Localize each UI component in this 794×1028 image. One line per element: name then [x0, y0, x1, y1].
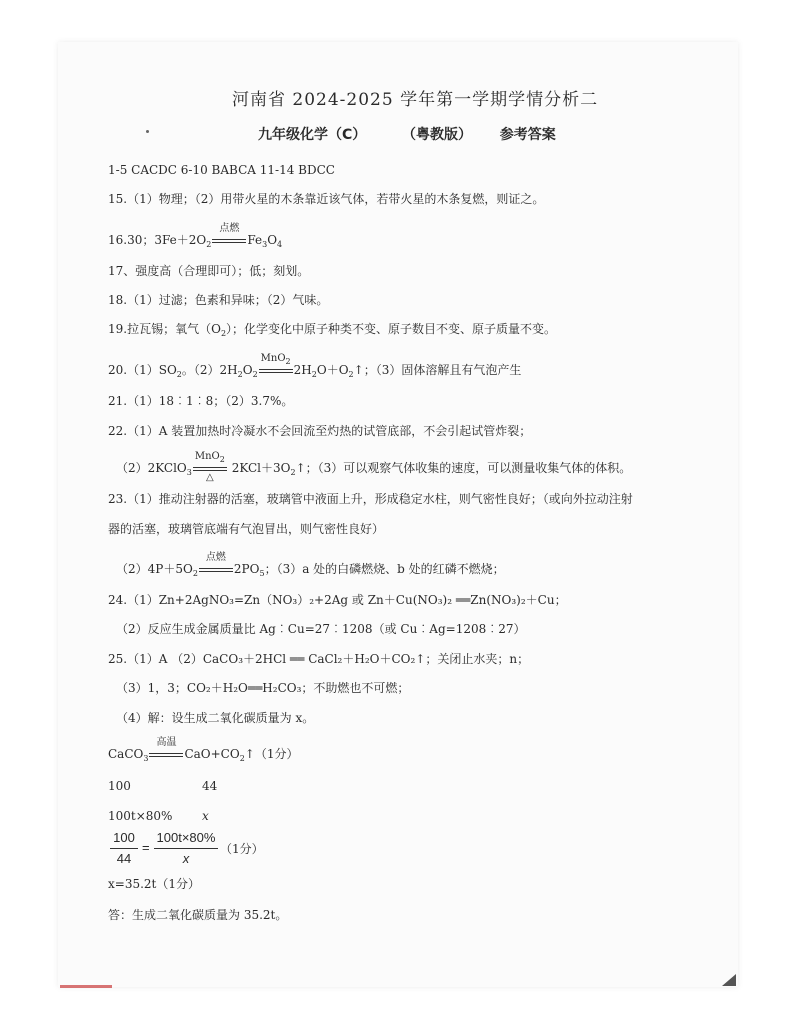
q23-part1-cont: 器的活塞，玻璃管底端有气泡冒出，则气密性良好） [108, 522, 385, 536]
reaction-condition: MnO$_2$ [259, 362, 293, 378]
q22-part1: 22.（1）A 装置加热时冷凝水不会回流至灼热的试管底部，不会引起试管炸裂； [108, 424, 532, 438]
q23-part1: 23.（1）推动注射器的活塞，玻璃管中液面上升，形成稳定水柱，则气密性良好；（或向外拉动注射 [108, 492, 633, 506]
edition-label: （粤教版） [402, 127, 473, 143]
molar-mass-caco3: 100 [108, 779, 131, 793]
q19-answer: 19.拉瓦锡；氧气$(O_2)$；化学变化中原子种类不变、原子数目不变、原子质量不变。 [108, 322, 557, 338]
q16-answer: 16.30；$3Fe+2O_2$ 点燃 $Fe_3O_4$ [108, 223, 283, 249]
q25-part4: （4）解：设生成二氧化碳质量为 x。 [116, 711, 315, 725]
q25-part1: 25.（1）A （2）CaCO₃＋2HCl ══ CaCl₂＋H₂O＋CO₂↑；关闭止水夹；n； [108, 652, 530, 666]
reaction-condition: MnO$_2$ △ [193, 460, 227, 476]
x-value: x=35.2t（1分） [108, 877, 200, 891]
q18-answer: 18.（1）过滤；色素和异味；（2）气味。 [108, 293, 329, 307]
grade-label: 九年级化学（C） [258, 127, 367, 143]
q24-part1: 24.（1）Zn+2AgNO₃=Zn（NO₃）₂+2Ag 或 Zn＋Cu(NO₃)₂ ══Zn(NO₃)₂＋Cu； [108, 593, 567, 607]
calc-equation: CaCO$_3$ 高温 $CaO+CO_2↑(1$分） [108, 737, 299, 763]
mass-caco3: 100t×80% [108, 809, 173, 823]
reaction-condition: 点燃 [199, 561, 233, 577]
q20-answer: $20.(1)SO_2$。$(2)2H_2O_2$ MnO$_2$ $2H_2O+O_2↑$；（3）固体溶解且有气泡产生 [108, 353, 522, 379]
fraction-right-denominator: x [182, 851, 190, 866]
reaction-condition: 高温 [149, 746, 183, 762]
answer-key-label: 参考答案 [499, 127, 556, 143]
fraction-right-numerator: 100t×80% [156, 830, 216, 845]
subtitle [258, 127, 556, 143]
q22-part2: （2）2KClO$_3$ MnO$_2$ △ $2KCl+3O_2↑$；（3）可以观察气体收集的速度，可以测量收集气体的体积。 [116, 451, 632, 483]
q25-part3: （3）1，3；CO₂＋H₂O══H₂CO₃；不助燃也不可燃； [116, 681, 410, 695]
q15-answer: 15.（1）物理；（2）用带火星的木条靠近该气体，若带火星的木条复燃，则证之。 [108, 192, 545, 206]
page-title: 河南省 2024-2025 学年第一学期学情分析二 [232, 90, 599, 110]
q24-part2: （2）反应生成金属质量比 Ag︰Cu=27︰1208（或 Cu︰Ag=1208︰27） [116, 622, 526, 636]
equals-sign: = [142, 840, 150, 855]
choice-answers: 1-5 CACDC 6-10 BABCA 11-14 BDCC [108, 163, 335, 177]
fraction-left-denominator: 44 [116, 851, 132, 866]
mass-co2-variable: x [202, 809, 209, 823]
q21-answer: 21.（1）18︰1︰8；（2）3.7%。 [108, 394, 294, 408]
scan-edge-mark [60, 985, 112, 988]
fraction-score: （1分） [220, 842, 264, 856]
final-answer: 答：生成二氧化碳质量为 35.2t。 [108, 908, 288, 922]
q17-answer: 17、强度高（合理即可）；低；刻划。 [108, 264, 310, 278]
fraction-left-numerator: 100 [113, 830, 135, 845]
corner-mark [722, 974, 736, 986]
proportion-equation [108, 830, 308, 870]
reaction-condition: 点燃 [212, 232, 246, 248]
q23-part2: $(2)4P+5O_2$ 点燃 $2PO_5$；（3）a 处的白磷燃烧、b 处的红磷不燃烧； [116, 552, 505, 578]
scan-speck [146, 130, 149, 133]
molar-mass-co2: 44 [202, 779, 218, 793]
